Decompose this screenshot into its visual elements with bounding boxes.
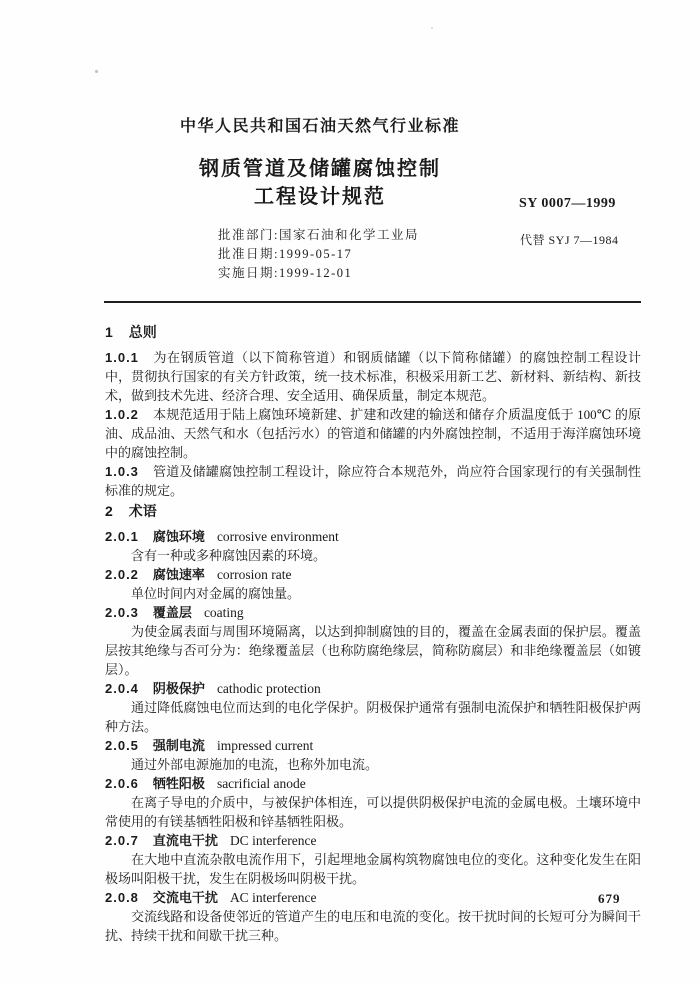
term-entry-2-0-6 [105, 774, 641, 793]
term-entry-2-0-1 [105, 527, 641, 546]
term-number: 2.0.8 [105, 890, 139, 905]
term-definition: 通过降低腐蚀电位而达到的电化学保护。阴极保护通常有强制电流保护和牺牲阳极保护两种方法。 [105, 700, 641, 734]
term-chinese: 直流电干扰 [152, 833, 218, 848]
term-number: 2.0.1 [105, 529, 139, 544]
scan-speck [431, 27, 433, 29]
term-number: 2.0.6 [105, 776, 139, 791]
term-english: impressed current [216, 738, 314, 753]
term-entry-2-0-7 [105, 831, 641, 850]
chapter-2-number: 2 [105, 503, 113, 519]
clause-1-0-2 [105, 405, 641, 462]
clause-number: 1.0.1 [105, 350, 139, 365]
term-definition: 通过外部电源施加的电流，也称外加电流。 [131, 757, 379, 772]
document-title-line2: 工程设计规范 [254, 186, 386, 208]
term-entry-2-0-2 [105, 565, 641, 584]
term-entry-2-0-4 [105, 679, 641, 698]
term-number: 2.0.2 [105, 567, 139, 582]
document-body [105, 323, 641, 945]
chapter-2-title: 术语 [128, 503, 157, 519]
supersedes-note: 代替 SYJ 7—1984 [520, 233, 619, 247]
clause-text: 管道及储罐腐蚀控制工程设计，除应符合本规范外，尚应符合国家现行的有关强制性标准的规定。 [105, 464, 641, 498]
clause-1-0-3 [105, 462, 641, 500]
page-number: 679 [598, 891, 621, 906]
clause-number: 1.0.3 [105, 464, 139, 479]
term-definition: 在离子导电的介质中，与被保护体相连，可以提供阴极保护电流的金属电极。土壤环境中常使用的有镁基牺牲阳极和锌基牺牲阳极。 [105, 795, 641, 829]
term-chinese: 阴极保护 [152, 681, 205, 696]
term-definition: 交流线路和设备使邻近的管道产生的电压和电流的变化。按干扰时间的长短可分为瞬间干扰、持续干扰和间歇干扰三种。 [105, 909, 641, 943]
term-entry-2-0-3 [105, 603, 641, 622]
term-english: DC interference [229, 833, 317, 848]
term-number: 2.0.7 [105, 833, 139, 848]
implementation-date: 实施日期:1999-12-01 [218, 266, 353, 280]
term-number: 2.0.4 [105, 681, 139, 696]
term-number: 2.0.5 [105, 738, 139, 753]
clause-number: 1.0.2 [105, 407, 139, 422]
approval-block [218, 226, 419, 283]
term-english: coating [203, 605, 244, 620]
standard-number: SY 0007—1999 [519, 196, 616, 211]
term-english: AC interference [229, 890, 317, 905]
term-english: corrosion rate [216, 567, 292, 582]
standard-category-label: 中华人民共和国石油天然气行业标准 [179, 118, 460, 135]
term-definition: 单位时间内对金属的腐蚀量。 [131, 586, 301, 601]
header-divider [104, 301, 641, 303]
term-chinese: 覆盖层 [152, 605, 192, 620]
chapter-1-title: 总则 [128, 324, 157, 340]
term-definition: 含有一种或多种腐蚀因素的环境。 [131, 548, 327, 563]
term-english: sacrificial anode [216, 776, 306, 791]
approval-date: 批准日期:1999-05-17 [218, 247, 353, 261]
document-title-line1: 钢质管道及储罐腐蚀控制 [199, 158, 441, 180]
term-definition: 在大地中直流杂散电流作用下，引起埋地金属构筑物腐蚀电位的变化。这种变化发生在阳极场叫阳极干扰，发生在阴极场叫阴极干扰。 [105, 852, 641, 886]
term-chinese: 腐蚀环境 [152, 529, 205, 544]
chapter-1-heading [105, 323, 641, 342]
approval-department: 批准部门:国家石油和化学工业局 [218, 228, 419, 242]
term-chinese: 腐蚀速率 [152, 567, 205, 582]
chapter-1-number: 1 [105, 324, 113, 340]
chapter-2-heading [105, 502, 641, 521]
term-english: cathodic protection [216, 681, 321, 696]
clause-text: 本规范适用于陆上腐蚀环境新建、扩建和改建的输送和储存介质温度低于 100℃ 的原油、成品油、天然气和水（包括污水）的管道和储罐的内外腐蚀控制，不适用于海洋腐蚀环境中的腐蚀控制。 [105, 407, 641, 460]
term-english: corrosive environment [216, 529, 339, 544]
clause-1-0-1 [105, 348, 641, 405]
term-number: 2.0.3 [105, 605, 139, 620]
term-chinese: 强制电流 [152, 738, 205, 753]
clause-text: 为在钢质管道（以下简称管道）和钢质储罐（以下简称储罐）的腐蚀控制工程设计中，贯彻执行国家的有关方针政策，统一技术标准，积极采用新工艺、新材料、新结构、新技术，做到技术先进、经济合理、安全适用、确保质量，制定本规范。 [105, 350, 641, 403]
term-entry-2-0-5 [105, 736, 641, 755]
term-definition: 为使金属表面与周围环境隔离，以达到抑制腐蚀的目的，覆盖在金属表面的保护层。覆盖层按其绝缘与否可分为：绝缘覆盖层（也称防腐绝缘层，简称防腐层）和非绝缘覆盖层（如镀层）。 [105, 624, 641, 677]
scan-speck [95, 70, 98, 73]
term-chinese: 交流电干扰 [152, 890, 218, 905]
term-entry-2-0-8 [105, 888, 641, 907]
term-chinese: 牺牲阳极 [152, 776, 205, 791]
